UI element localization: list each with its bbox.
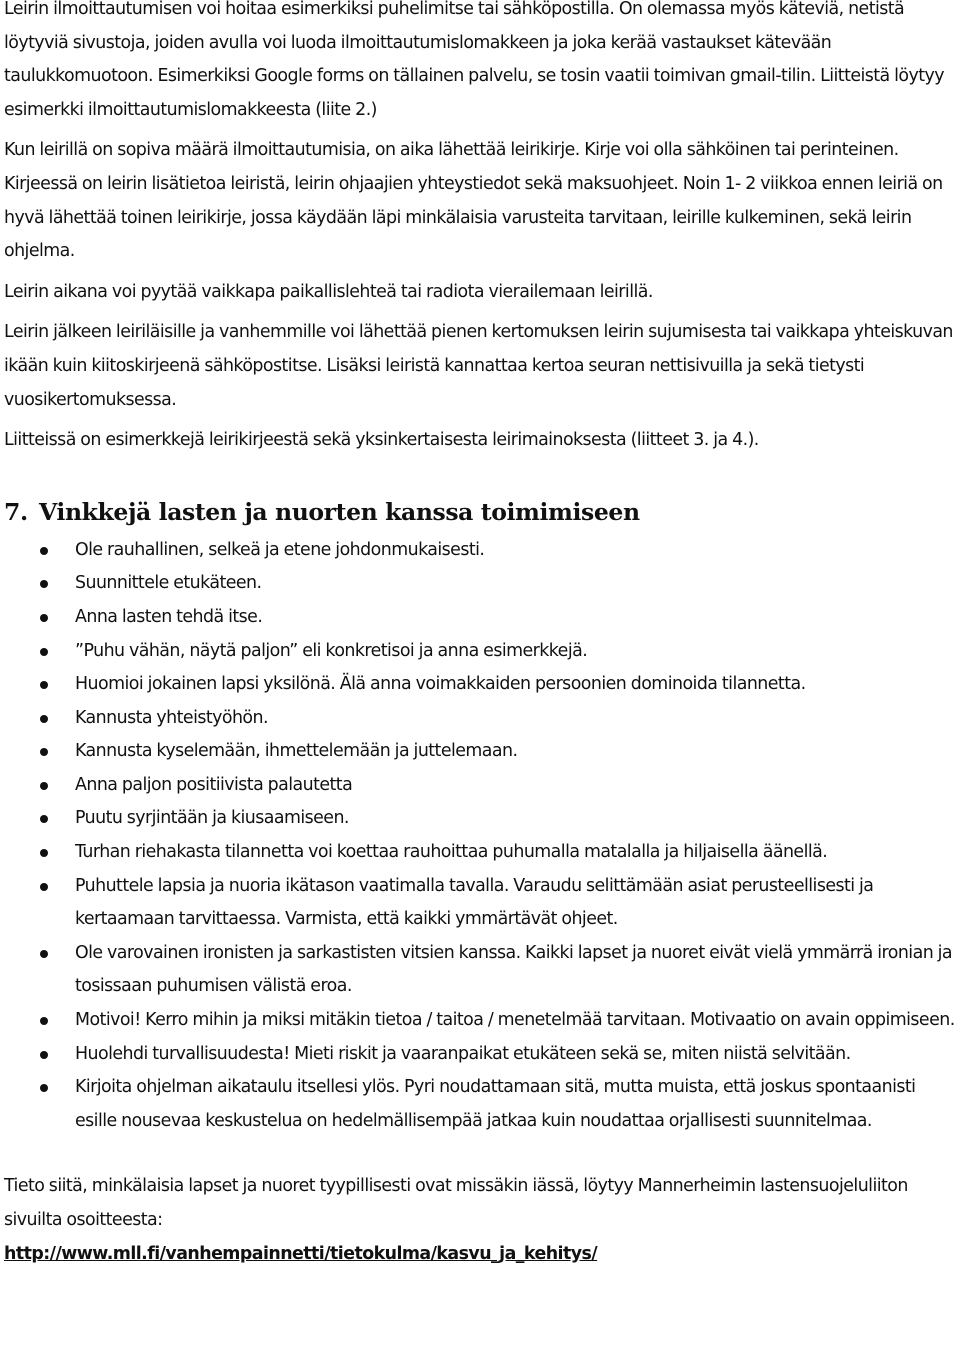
list-item — [4, 567, 956, 601]
list-item-text: Anna lasten tehdä itse. — [75, 606, 263, 627]
list-item-text: Kannusta yhteistyöhön. — [75, 707, 268, 728]
list-item-text: Suunnittele etukäteen. — [75, 573, 262, 594]
bullet-icon — [40, 782, 48, 790]
list-item-text: Anna paljon positiivista palautetta — [75, 774, 353, 795]
section-number: 7. — [4, 497, 28, 526]
tips-list — [4, 534, 956, 1139]
paragraph-registration: Leirin ilmoittautumisen voi hoitaa esimerkiksi puhelimitse tai sähköpostilla. On olemassa myös käteviä, netistä löytyviä sivustoja, joiden avulla voi luoda ilmoittautumislomakkeen ja joka kerää vastaukset kätevään taulukkomuotoon. Esimerkiksi Google forms on tällainen palvelu, se tosin vaatii toimivan gmail-tilin. Liitteistä löytyy esimerkki ilmoittautumislomakkeesta (liite 2.) — [4, 0, 944, 120]
list-item — [4, 769, 956, 803]
list-item-text: Puhuttele lapsia ja nuoria ikätason vaatimalla tavalla. Varaudu selittämään asiat perusteellisesti ja kertaamaan tarvittaessa. Varmista, että kaikki ymmärtävät ohjeet. — [75, 875, 874, 930]
list-item — [4, 635, 956, 669]
list-item — [4, 702, 956, 736]
list-item — [4, 836, 956, 870]
bullet-icon — [40, 1051, 48, 1059]
bullet-icon — [40, 950, 48, 958]
list-item-text: Ole varovainen ironisten ja sarkastisten vitsien kanssa. Kaikki lapset ja nuoret eivät vielä ymmärrä ironian ja tosissaan puhumisen välistä eroa. — [75, 942, 953, 997]
paragraph-attachments: Liitteissä on esimerkkejä leirikirjeestä sekä yksinkertaisesta leirimainoksesta (liitteet 3. ja 4.). — [4, 430, 759, 451]
bullet-icon — [40, 815, 48, 823]
bullet-icon — [40, 648, 48, 656]
list-item-text: Kannusta kyselemään, ihmettelemään ja juttelemaan. — [75, 741, 518, 762]
list-item — [4, 668, 956, 702]
list-item — [4, 870, 956, 937]
bullet-icon — [40, 849, 48, 857]
list-item-text: Motivoi! Kerro mihin ja miksi mitäkin tietoa / taitoa / menetelmää tarvitaan. Motivaatio on avain oppimiseen. — [75, 1010, 955, 1031]
paragraph-camp-letter: Kun leirillä on sopiva määrä ilmoittautumisia, on aika lähettää leirikirje. Kirje voi olla sähköinen tai perinteinen. Kirjeessä on leirin lisätietoa leiristä, leirin ohjaajien yhteystiedot sekä maksuohjeet. Noin 1- 2 viikkoa ennen leiriä on hyvä lähettää toinen leirikirje, jossa käydään läpi minkälaisia varusteita tarvitaan, leirille kulkeminen, sekä leirin ohjelma. — [4, 140, 943, 262]
paragraph-after-camp: Leirin jälkeen leiriläisille ja vanhemmille voi lähettää pienen kertomuksen leirin sujumisesta tai vaikkapa yhteiskuvan ikään kuin kiitoskirjeenä sähköpostitse. Lisäksi leiristä kannattaa kertoa seuran nettisivuilla ja sekä tietysti vuosikertomuksessa. — [4, 322, 953, 410]
list-item — [4, 735, 956, 769]
list-item — [4, 937, 956, 1004]
list-item-text: Kirjoita ohjelman aikataulu itsellesi ylös. Pyri noudattamaan sitä, mutta muista, että joskus spontaanisti esille nousevaa keskustelua on hedelmällisempää jatkaa kuin noudattaa orjallisesti suunnitelmaa. — [75, 1077, 916, 1131]
list-item-text: Turhan riehakasta tilannetta voi koettaa rauhoittaa puhumalla matalalla ja hiljaisella äänellä. — [75, 842, 828, 863]
bullet-icon — [40, 1084, 48, 1092]
bullet-icon — [40, 748, 48, 756]
bullet-icon — [40, 547, 48, 555]
list-item — [4, 1004, 956, 1038]
list-item — [4, 601, 956, 635]
section-heading — [4, 496, 956, 528]
bullet-icon — [40, 614, 48, 622]
bullet-icon — [40, 883, 48, 891]
list-item-text: Ole rauhallinen, selkeä ja etene johdonmukaisesti. — [75, 539, 485, 560]
paragraph-mll-info: Tieto siitä, minkälaisia lapset ja nuoret tyypillisesti ovat missäkin iässä, löytyy Mannerheimin lastensuojeluliiton sivuilta osoitteesta: — [4, 1176, 908, 1230]
paragraph-during-camp: Leirin aikana voi pyytää vaikkapa paikallislehteä tai radiota vierailemaan leirillä. — [4, 281, 653, 302]
list-item — [4, 1071, 956, 1138]
list-item-text: Puutu syrjintään ja kiusaamiseen. — [75, 808, 349, 829]
bullet-icon — [40, 681, 48, 689]
list-item-text: ”Puhu vähän, näytä paljon” eli konkretisoi ja anna esimerkkejä. — [75, 640, 588, 661]
bullet-icon — [40, 580, 48, 588]
mll-link[interactable]: http://www.mll.fi/vanhempainnetti/tietokulma/kasvu_ja_kehitys/ — [4, 1243, 598, 1264]
section-title: Vinkkejä lasten ja nuorten kanssa toimimiseen — [39, 497, 640, 526]
list-item-text: Huomioi jokainen lapsi yksilönä. Älä anna voimakkaiden persoonien dominoida tilannetta. — [75, 674, 806, 695]
list-item-text: Huolehdi turvallisuudesta! Mieti riskit ja vaaranpaikat etukäteen sekä se, miten niistä selvitään. — [75, 1043, 851, 1064]
document-page — [4, 0, 956, 1271]
list-item — [4, 534, 956, 568]
bullet-icon — [40, 1017, 48, 1025]
list-item — [4, 1038, 956, 1072]
list-item — [4, 802, 956, 836]
bullet-icon — [40, 715, 48, 723]
